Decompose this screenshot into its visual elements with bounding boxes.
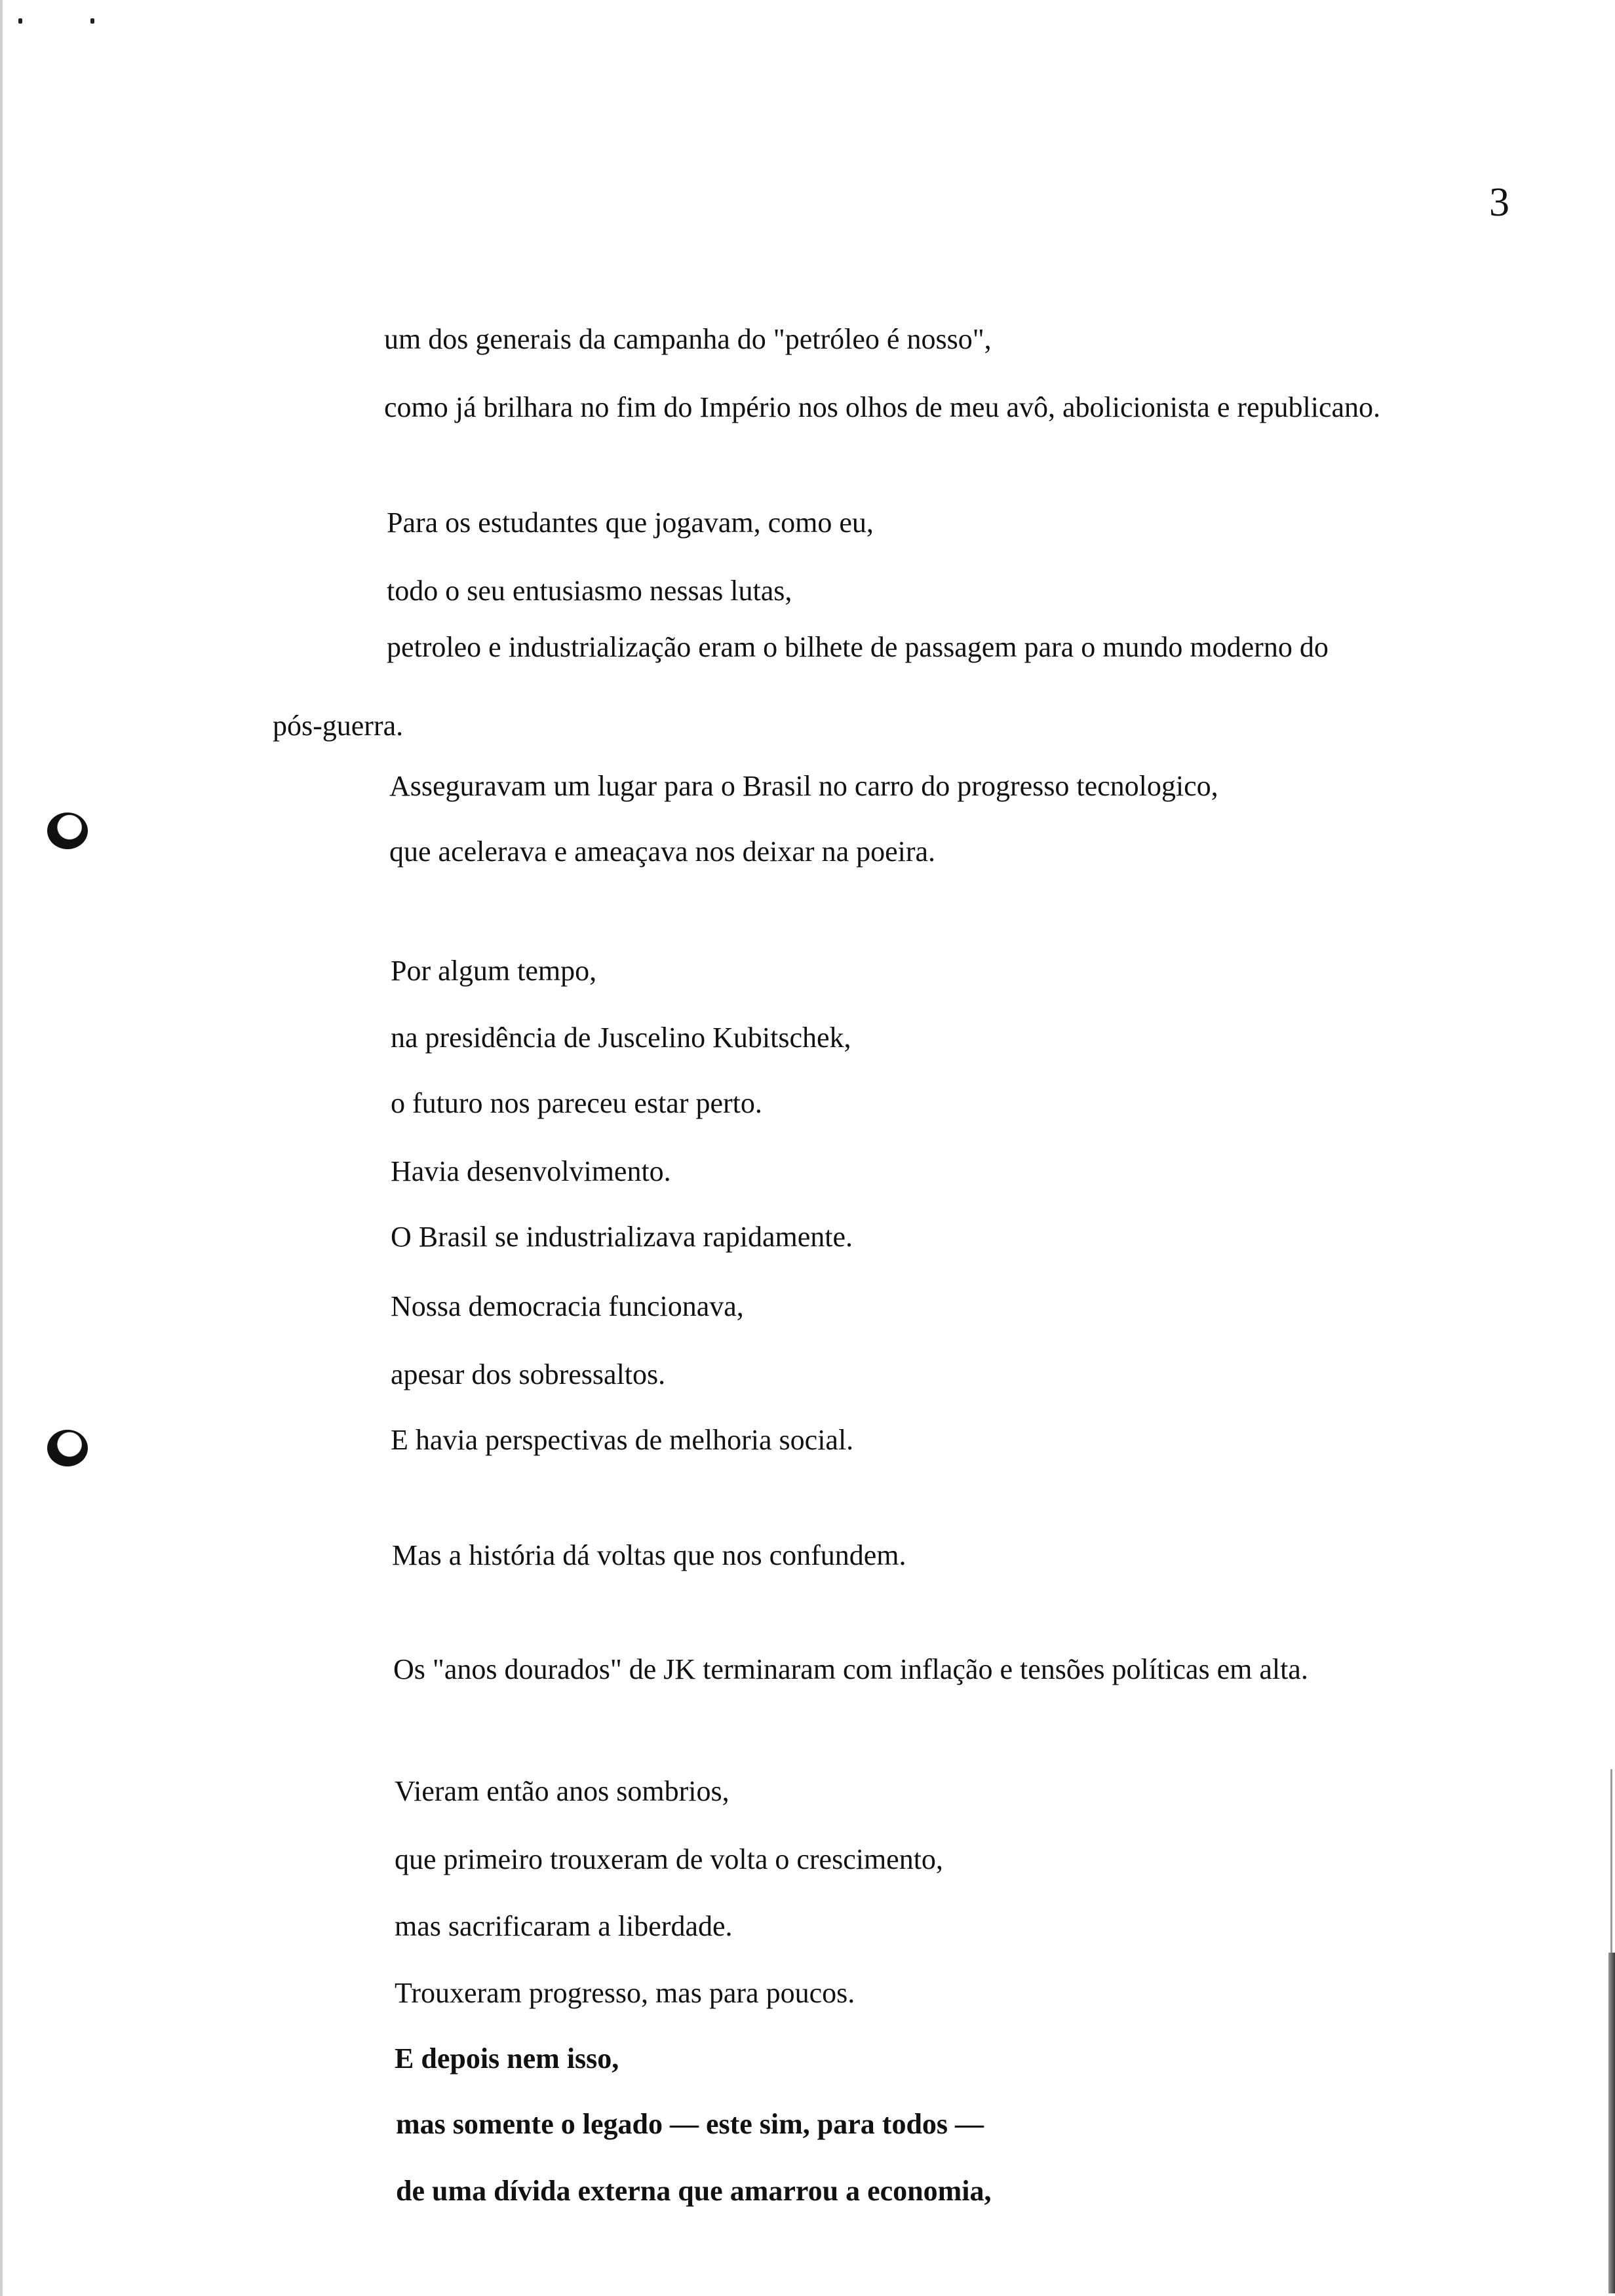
scan-right-edge-thin bbox=[1610, 1769, 1612, 1966]
text-line: Havia desenvolvimento. bbox=[391, 1155, 671, 1187]
text-line: o futuro nos pareceu estar perto. bbox=[391, 1087, 762, 1119]
text-line: apesar dos sobressaltos. bbox=[391, 1358, 666, 1390]
punch-hole-mark bbox=[47, 813, 88, 849]
text-line: O Brasil se industrializava rapidamente. bbox=[391, 1221, 853, 1253]
text-line: Por algum tempo, bbox=[391, 955, 597, 987]
text-line: Trouxeram progresso, mas para poucos. bbox=[395, 1977, 855, 2009]
text-line: petroleo e industrialização eram o bilhete de passagem para o mundo moderno do bbox=[387, 631, 1329, 663]
text-line: E havia perspectivas de melhoria social. bbox=[391, 1424, 854, 1456]
text-line: Os "anos dourados" de JK terminaram com inflação e tensões políticas em alta. bbox=[393, 1653, 1308, 1685]
scan-left-edge bbox=[0, 0, 3, 2296]
text-line: pós-guerra. bbox=[273, 710, 404, 742]
text-line: mas sacrificaram a liberdade. bbox=[395, 1910, 733, 1942]
text-line: Para os estudantes que jogavam, como eu, bbox=[387, 507, 874, 539]
text-line: que acelerava e ameaçava nos deixar na poeira. bbox=[389, 835, 936, 868]
text-line: todo o seu entusiasmo nessas lutas, bbox=[387, 575, 792, 607]
text-line: mas somente o legado — este sim, para todos — bbox=[396, 2108, 984, 2140]
scan-right-edge bbox=[1608, 1953, 1615, 2293]
text-line: de uma dívida externa que amarrou a economia, bbox=[396, 2175, 992, 2207]
text-line: Mas a história dá voltas que nos confundem. bbox=[392, 1539, 906, 1571]
page-number: 3 bbox=[1489, 180, 1509, 225]
scan-speck bbox=[18, 18, 22, 24]
text-line: que primeiro trouxeram de volta o crescimento, bbox=[395, 1843, 943, 1875]
punch-hole-mark bbox=[47, 1430, 88, 1466]
text-line: um dos generais da campanha do "petróleo é nosso", bbox=[384, 323, 992, 355]
text-line: Vieram então anos sombrios, bbox=[395, 1775, 730, 1807]
text-line: E depois nem isso, bbox=[395, 2042, 619, 2075]
text-line: Asseguravam um lugar para o Brasil no carro do progresso tecnologico, bbox=[389, 770, 1218, 802]
scan-speck bbox=[90, 18, 94, 24]
text-line: na presidência de Juscelino Kubitschek, bbox=[391, 1022, 851, 1054]
text-line: Nossa democracia funcionava, bbox=[391, 1290, 744, 1322]
text-line: como já brilhara no fim do Império nos olhos de meu avô, abolicionista e republicano. bbox=[384, 391, 1381, 423]
